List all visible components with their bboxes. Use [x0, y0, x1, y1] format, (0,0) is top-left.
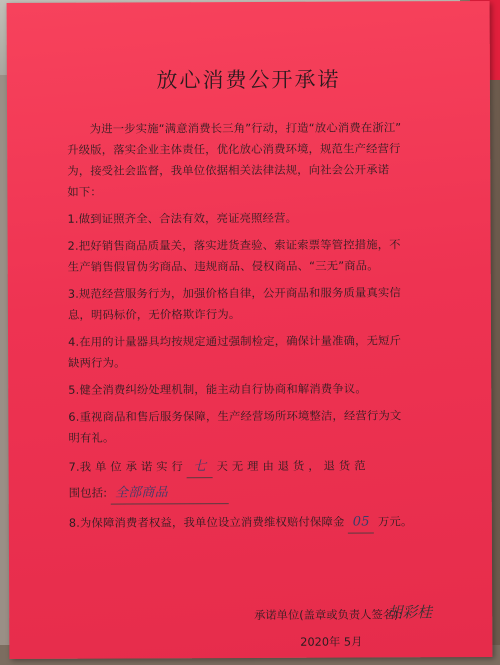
document-date: 2020年 5月: [300, 635, 363, 649]
document-title: 放心消费公开承诺: [156, 67, 341, 93]
signature-label: 承诺单位(盖章或负责人签名):: [254, 608, 403, 622]
signature-handwritten: 胡彩桂: [387, 603, 433, 622]
item-7-prefix: 7.我 单 位 承 诺 实 行: [68, 460, 184, 474]
document-body: [67, 117, 425, 535]
item-7-line-1: [69, 455, 425, 479]
intro-line-2: 升级版，落实企业主体责任，优化放心消费环境，规范生产经营行: [67, 142, 401, 157]
item-8-suffix: 万元。: [378, 515, 413, 529]
item-7-line-2: [69, 481, 425, 505]
item-7-range: 全部商品: [111, 482, 229, 505]
item-2-line-2: 生产销售假冒伪劣商品、违规商品、侵权商品、“三无”商品。: [67, 259, 379, 274]
item-3-line-1: 3.规范经营服务行为，加强价格自律，公开商品和服务质量真实信: [67, 286, 401, 301]
intro-line-4: 如下：: [67, 185, 102, 199]
item-7-range-label: 围包括:: [68, 486, 108, 500]
item-2-line-1: 2.把好销售商品质量关，落实进货查验、索证索票等管控措施，不: [67, 238, 401, 253]
item-3-line-2: 息，明码标价，无价格欺诈行为。: [67, 308, 241, 322]
item-5: 5.健全消费纠纷处理机制，能主动自行协商和解消费争议。: [68, 382, 367, 397]
item-6-line-2: 明有礼。: [68, 431, 115, 445]
item-8-prefix: 8.为保障消费者权益，我单位设立消费维权赔付保障金: [68, 515, 345, 530]
item-4-line-1: 4.在用的计量器具均按规定通过强制检定，确保计量准确，无短斤: [68, 334, 402, 349]
commitment-document: [7, 1, 493, 659]
item-6-line-1: 6.重视商品和售后服务保障，生产经营场所环境整洁，经营行为文: [68, 409, 402, 424]
intro-line-1: 为进一步实施“满意消费长三角”行动，打造“放心消费在浙江”: [89, 121, 402, 136]
item-8-amount: 05: [348, 511, 374, 533]
item-4-line-2: 缺两行为。: [68, 356, 126, 370]
item-7-middle: 天 无 理 由 退 货 ， 退 货 范: [216, 459, 366, 474]
intro-line-3: 为，接受社会监督，我单位依据相关法律法规，向社会公开承诺: [67, 163, 390, 178]
item-7-days: 七: [187, 456, 213, 478]
item-8: [69, 511, 425, 535]
item-1: 1.做到证照齐全、合法有效，亮证亮照经营。: [67, 211, 298, 226]
